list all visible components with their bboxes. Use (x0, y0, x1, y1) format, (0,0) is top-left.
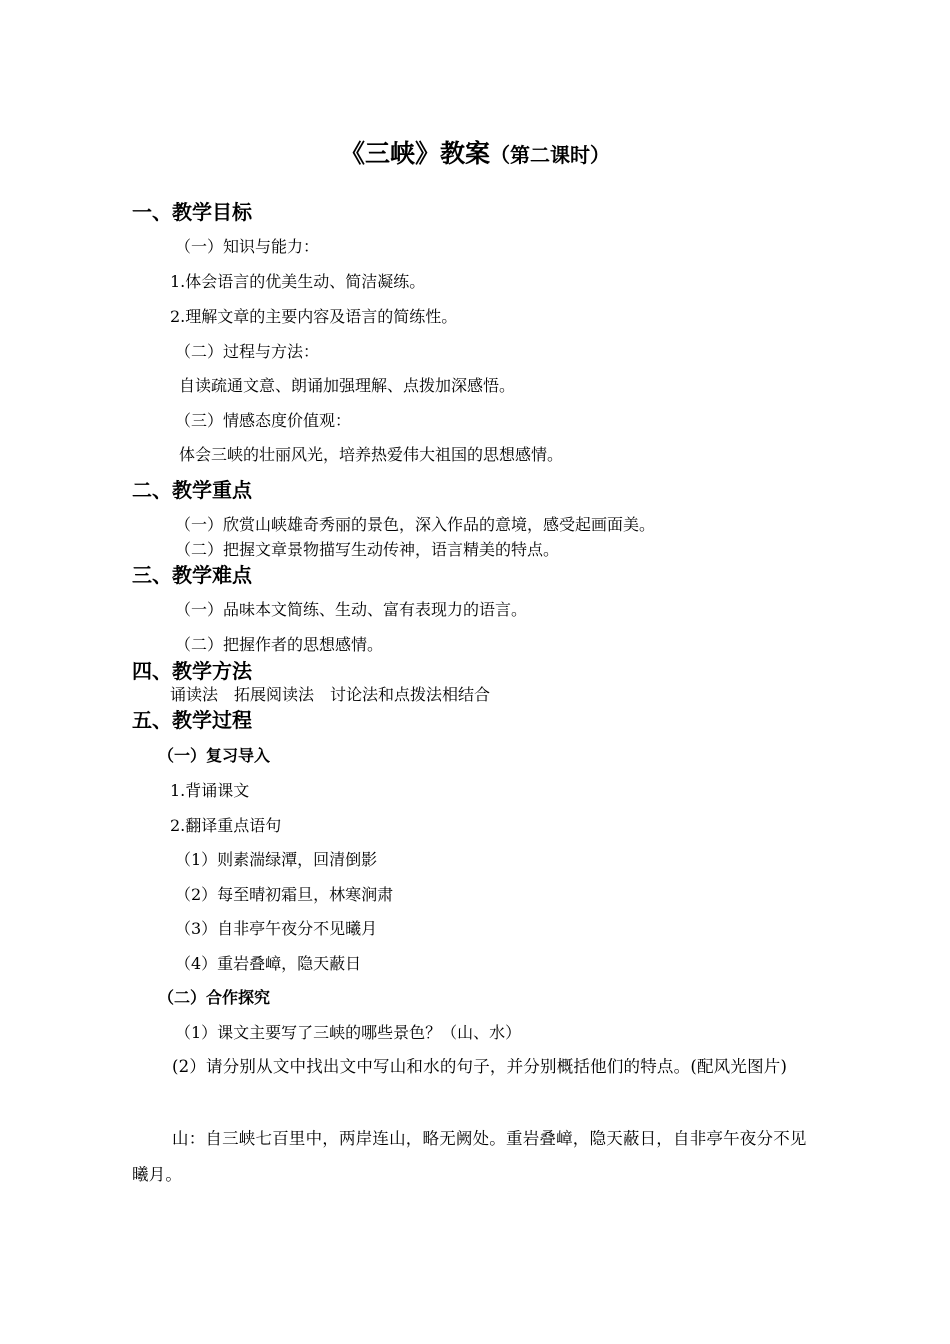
section-heading-difficulties: 三、教学难点 (132, 563, 252, 587)
title-main: 《三峡》教案 (339, 139, 490, 168)
methods-text: 诵读法 拓展阅读法 讨论法和点拨法相结合 (170, 685, 491, 704)
cooperative-question-1: （1）课文主要写了三峡的哪些景色？（山、水） (175, 1023, 522, 1042)
title-sub: （第二课时） (490, 143, 610, 167)
key-point-1: （一）欣赏山峡雄奇秀丽的景色，深入作品的意境，感受起画面美。 (175, 515, 656, 534)
section-heading-process: 五、教学过程 (132, 708, 252, 732)
document-title (0, 134, 950, 170)
objective-emotion-label: （三）情感态度价值观： (175, 411, 352, 430)
subsection-heading-cooperative: （二）合作探究 (158, 988, 271, 1007)
difficulty-1: （一）品味本文简练、生动、富有表现力的语言。 (175, 600, 528, 619)
section-heading-methods: 四、教学方法 (132, 659, 252, 683)
objective-item-1: 1.体会语言的优美生动、简洁凝练。 (170, 272, 426, 291)
review-sentence-1: （1）则素湍绿潭，回清倒影 (175, 850, 378, 869)
difficulty-2: （二）把握作者的思想感情。 (175, 635, 384, 654)
objective-emotion-text: 体会三峡的壮丽风光，培养热爱伟大祖国的思想感情。 (179, 445, 564, 464)
section-heading-key-points: 二、教学重点 (132, 478, 252, 502)
review-sentence-4: （4）重岩叠嶂，隐天蔽日 (175, 954, 362, 973)
objective-process-label: （二）过程与方法： (175, 342, 320, 361)
cooperative-question-2: (2）请分别从文中找出文中写山和水的句子，并分别概括他们的特点。(配风光图片) (172, 1057, 788, 1076)
review-sentence-2: （2）每至晴初霜旦，林寒涧肃 (175, 885, 394, 904)
key-point-2: （二）把握文章景物描写生动传神，语言精美的特点。 (175, 540, 560, 559)
review-item-2: 2.翻译重点语句 (170, 816, 282, 835)
objective-process-text: 自读疏通文意、朗诵加强理解、点拨加深感悟。 (179, 376, 516, 395)
subsection-heading-review: （一）复习导入 (158, 746, 271, 765)
section-heading-objectives: 一、教学目标 (132, 200, 252, 224)
objective-knowledge-label: （一）知识与能力： (175, 237, 320, 256)
review-sentence-3: （3）自非亭午夜分不见曦月 (175, 919, 378, 938)
cooperative-answer-mountain: 山：自三峡七百里中，两岸连山，略无阙处。重岩叠嶂，隐天蔽日，自非亭午夜分不见曦月。 (132, 1129, 807, 1184)
objective-item-2: 2.理解文章的主要内容及语言的简练性。 (170, 307, 458, 326)
review-item-1: 1.背诵课文 (170, 781, 250, 800)
